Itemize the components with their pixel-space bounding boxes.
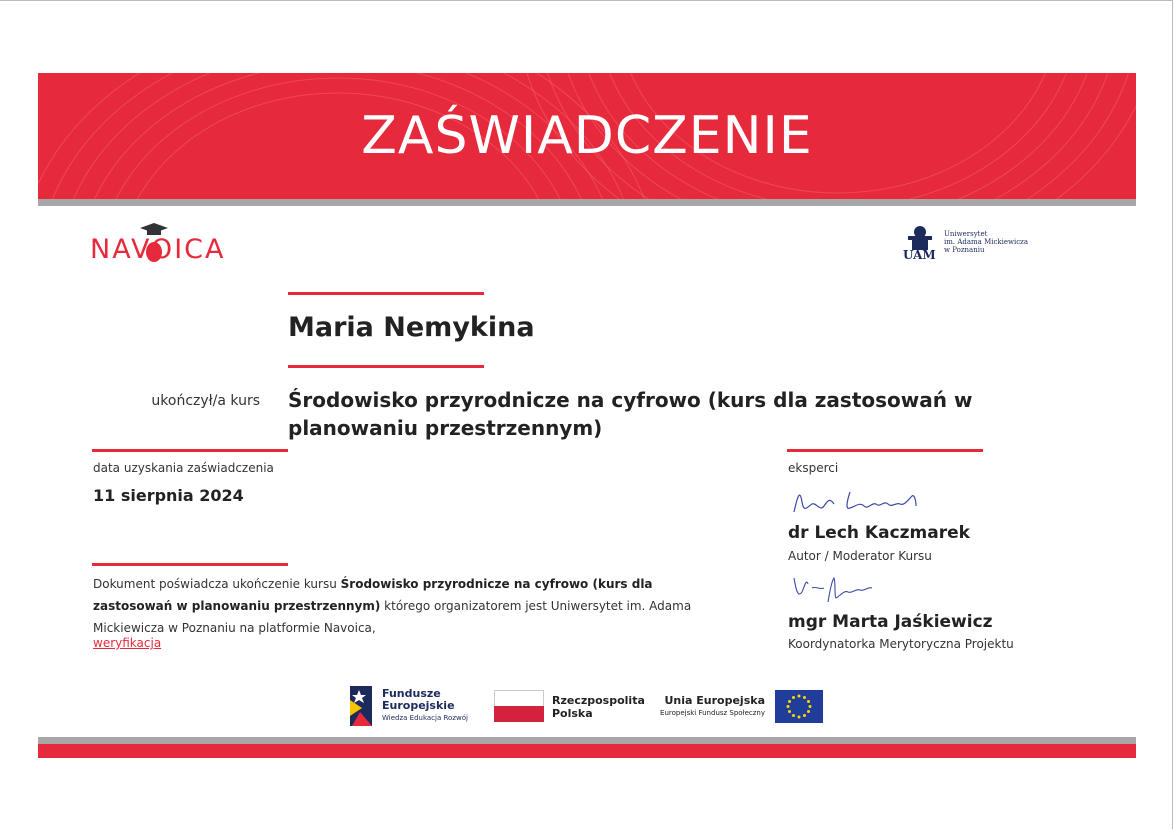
fe-line-2: Europejskie [382,699,455,712]
polish-flag-white [494,690,544,707]
expert-role: Autor / Moderator Kursu [788,549,932,563]
expert-name: mgr Marta Jaśkiewicz [788,612,993,632]
header-band [38,73,1136,199]
uam-name [944,230,1028,254]
rp-line-2: Polska [552,707,593,720]
fe-line-3: Wiedza Edukacja Rozwój [382,714,468,722]
experts-label: eksperci [788,461,839,475]
document-text-start: Dokument poświadcza ukończenie kursu [93,577,341,591]
course-title: Środowisko przyrodnicze na cyfrowo (kurs dla zastosowań w planowaniu przestrzennym) [288,388,973,440]
uam-line-3: w Poznaniu [944,246,985,254]
navoica-wordmark: NAVOICA [90,234,226,265]
experts-rule [787,449,983,452]
footer-red-stripe [38,744,1136,758]
navoica-logo [90,220,240,266]
verification-link[interactable]: weryfikacja [93,636,162,650]
eu-stars-icon [775,690,823,723]
fundusze-europejskie-logo [348,686,488,728]
eu-flag-icon [775,690,823,723]
uam-logo [900,222,1030,266]
date-value: 11 sierpnia 2024 [93,486,244,505]
expert-role: Koordynatorka Merytoryczna Projektu [788,637,1014,651]
uam-line-2: im. Adama Mickiewicza [944,238,1029,246]
unia-europejska-logo [660,690,825,726]
name-rule-bottom [288,365,484,368]
uam-line-1: Uniwersytet [944,230,988,238]
document-rule [92,563,288,566]
signature-lech-kaczmarek [790,484,925,520]
eu-line-1: Unia Europejska [664,694,765,707]
document-description [93,573,693,639]
expert-name: dr Lech Kaczmarek [788,523,970,543]
recipient-name: Maria Nemykina [288,312,535,343]
eu-line-2: Europejski Fundusz Społeczny [660,709,765,717]
rp-line-1: Rzeczpospolita [552,694,645,707]
name-rule-top [288,292,484,295]
fe-line-1: Fundusze [382,687,441,700]
fe-star-icon [348,686,378,726]
footer-gray-stripe [38,737,1136,744]
rzeczpospolita-polska-logo [494,690,644,726]
date-label: data uzyskania zaświadczenia [93,461,274,475]
completed-course-label: ukończył/a kurs [151,393,260,409]
date-rule [92,449,288,452]
signature-marta-jaskiewicz [790,570,880,610]
document-text-end: którego organizatorem jest Uniwersytet im. Adama Mickiewicza w Poznaniu na platformie Navoica, [93,599,692,635]
header-gray-stripe [38,199,1136,206]
document-course-name: Środowisko przyrodnicze na cyfrowo (kurs dla zastosowań w planowaniu przestrzennym) [93,577,653,613]
uam-mark: UAM [903,248,936,262]
polish-flag-red [494,706,544,722]
certificate-title: ZAŚWIADCZENIE [361,106,813,166]
